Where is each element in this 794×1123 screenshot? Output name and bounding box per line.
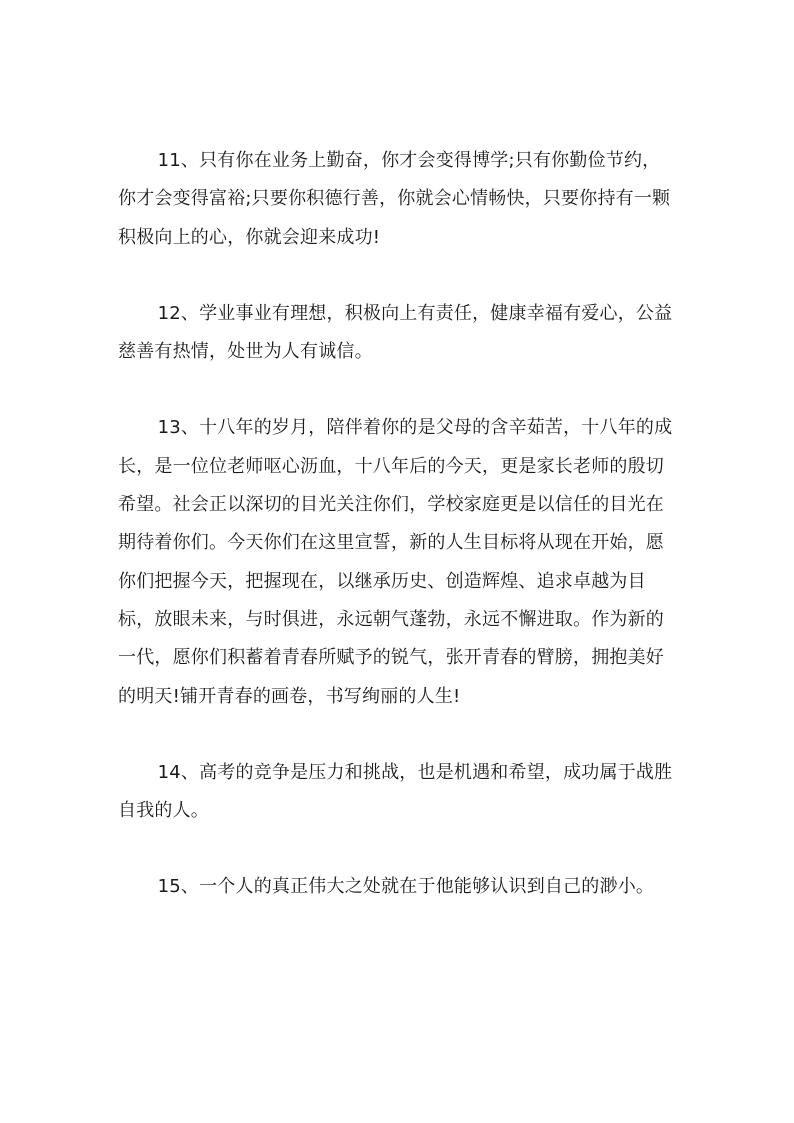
paragraph-13: 13、十八年的岁月，陪伴着你的是父母的含辛茹苦，十八年的成长，是一位位老师呕心沥血，十八年后的今天，更是家长老师的殷切希望。社会正以深切的目光关注你们，学校家庭更是以信任的目光在期待着你们。今天你们在这里宣誓，新的人生目标将从现在开始，愿你们把握今天，把握现在，以继承历史、创造辉煌、追求卓越为目标，放眼未来，与时俱进，永远朝气蓬勃，永远不懈进取。作为新的一代，愿你们积蓄着青春所赋予的锐气，张开青春的臂膀，拥抱美好的明天!铺开青春的画卷，书写绚丽的人生! <box>118 417 673 707</box>
document-body <box>118 142 678 907</box>
paragraph-12: 12、学业事业有理想，积极向上有责任，健康幸福有爱心，公益慈善有热情，处世为人有诚信。 <box>118 302 673 363</box>
paragraph-15: 15、一个人的真正伟大之处就在于他能够认识到自己的渺小。 <box>157 876 655 898</box>
paragraph-14: 14、高考的竞争是压力和挑战，也是机遇和希望，成功属于战胜自我的人。 <box>118 761 673 822</box>
paragraph-11: 11、只有你在业务上勤奋，你才会变得博学;只有你勤俭节约，你才会变得富裕;只要你积德行善，你就会心情畅快，只要你持有一颗积极向上的心，你就会迎来成功! <box>118 150 671 248</box>
